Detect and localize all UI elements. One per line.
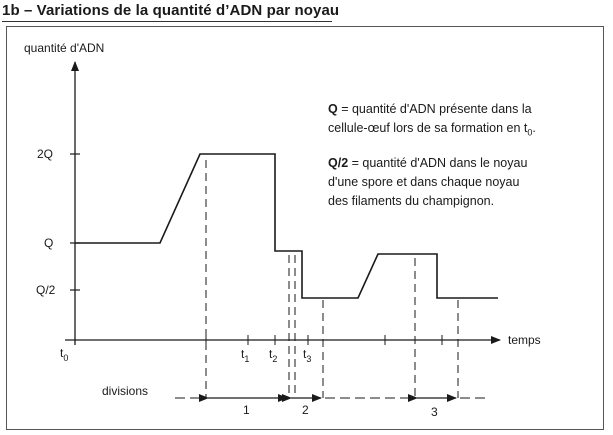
division-3-number: 3 bbox=[431, 405, 438, 419]
legend-q-half-text-1: = quantité d'ADN dans le noyau bbox=[348, 155, 528, 170]
y-tick-label-2q: 2Q bbox=[37, 147, 54, 161]
legend-q-half-definition bbox=[328, 154, 600, 211]
x-axis-label: temps bbox=[508, 333, 541, 347]
divisions-label: divisions bbox=[102, 384, 149, 398]
legend-q-text-2: cellule-œuf lors de sa formation en t bbox=[328, 121, 528, 135]
legend-q-text-1: = quantité d'ADN présente dans la bbox=[337, 102, 532, 116]
legend bbox=[328, 100, 600, 222]
x-label-t1: $t_1$ bbox=[241, 347, 250, 364]
legend-q-definition bbox=[328, 100, 600, 143]
y-axis-label: quantité d'ADN bbox=[24, 41, 105, 55]
figure-heading: 1b – Variations de la quantité d’ADN par noyau bbox=[2, 2, 340, 19]
legend-q-half-text-2: d'une spore et dans chaque noyau bbox=[328, 174, 520, 189]
legend-q-half-key: Q/2 bbox=[328, 155, 349, 170]
legend-q-half-text-3: des filaments du champignon. bbox=[328, 193, 495, 208]
y-tick-label-q: Q bbox=[44, 236, 54, 250]
x-label-t0: $t_0$ bbox=[60, 346, 69, 363]
division-1-number: 1 bbox=[243, 403, 250, 417]
y-tick-label-q-half: Q/2 bbox=[36, 283, 56, 297]
legend-q-text-sub: 0 bbox=[527, 127, 533, 138]
x-label-t3: $t_3$ bbox=[303, 347, 312, 364]
legend-q-key: Q bbox=[328, 102, 338, 116]
x-label-t2: $t_2$ bbox=[269, 347, 278, 364]
legend-q-text-end: . bbox=[532, 121, 536, 135]
division-2-number: 2 bbox=[302, 403, 309, 417]
